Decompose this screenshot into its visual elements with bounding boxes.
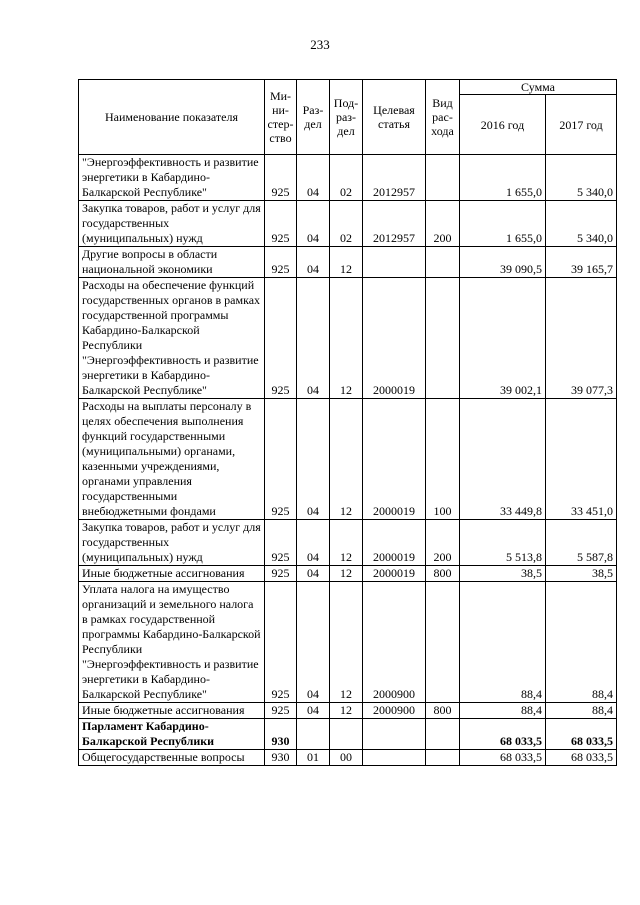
page-number: 233: [310, 37, 330, 52]
table-row: [79, 399, 617, 520]
cell-expense-type: 800: [426, 566, 460, 582]
cell-expense-type: 800: [426, 703, 460, 719]
cell-subsection: [330, 719, 363, 750]
cell-sum-2016: 68 033,5: [460, 750, 546, 766]
cell-expense-type: 200: [426, 520, 460, 566]
cell-section: 01: [297, 750, 330, 766]
cell-expense-type: [426, 247, 460, 278]
cell-target: [363, 247, 426, 278]
cell-expense-type: [426, 155, 460, 201]
cell-sum-2016: 39 090,5: [460, 247, 546, 278]
cell-target: 2000900: [363, 582, 426, 703]
cell-section: [297, 719, 330, 750]
budget-table: [78, 79, 617, 766]
cell-ministry: 930: [265, 750, 297, 766]
cell-sum-2016: 33 449,8: [460, 399, 546, 520]
table-row: [79, 703, 617, 719]
cell-sum-2016: 39 002,1: [460, 278, 546, 399]
table-row: [79, 155, 617, 201]
cell-subsection: 02: [330, 201, 363, 247]
cell-ministry: 925: [265, 566, 297, 582]
cell-name: Иные бюджетные ассигнования: [79, 566, 265, 582]
cell-name: Другие вопросы в области национальной экономики: [79, 247, 265, 278]
cell-target: 2012957: [363, 201, 426, 247]
table-body: [79, 155, 617, 766]
cell-section: 04: [297, 399, 330, 520]
cell-subsection: 12: [330, 520, 363, 566]
cell-sum-2017: 33 451,0: [546, 399, 617, 520]
cell-ministry: 925: [265, 201, 297, 247]
table-row: [79, 201, 617, 247]
cell-sum-2016: 68 033,5: [460, 719, 546, 750]
table-row: [79, 566, 617, 582]
cell-sum-2016: 88,4: [460, 582, 546, 703]
cell-name: Парламент Кабардино-Балкарской Республики: [79, 719, 265, 750]
cell-name: Закупка товаров, работ и услуг для государственных (муниципальных) нужд: [79, 520, 265, 566]
cell-sum-2017: 88,4: [546, 582, 617, 703]
cell-sum-2017: 68 033,5: [546, 750, 617, 766]
cell-name: Иные бюджетные ассигнования: [79, 703, 265, 719]
cell-section: 04: [297, 520, 330, 566]
cell-ministry: 930: [265, 719, 297, 750]
header-section: Раз-дел: [297, 80, 330, 155]
cell-target: 2000900: [363, 703, 426, 719]
cell-subsection: 12: [330, 247, 363, 278]
cell-expense-type: [426, 719, 460, 750]
header-ministry: Ми-ни-стер-ство: [265, 80, 297, 155]
table-row: [79, 278, 617, 399]
cell-subsection: 00: [330, 750, 363, 766]
cell-section: 04: [297, 155, 330, 201]
cell-ministry: 925: [265, 582, 297, 703]
cell-target: [363, 750, 426, 766]
cell-subsection: 12: [330, 703, 363, 719]
cell-subsection: 12: [330, 399, 363, 520]
cell-ministry: 925: [265, 247, 297, 278]
cell-sum-2017: 5 587,8: [546, 520, 617, 566]
header-name: Наименование показателя: [79, 80, 265, 155]
table-row: [79, 719, 617, 750]
cell-target: [363, 719, 426, 750]
cell-target: 2000019: [363, 520, 426, 566]
cell-sum-2016: 1 655,0: [460, 201, 546, 247]
table-row: [79, 247, 617, 278]
cell-expense-type: [426, 278, 460, 399]
cell-expense-type: [426, 582, 460, 703]
cell-target: 2012957: [363, 155, 426, 201]
cell-section: 04: [297, 566, 330, 582]
cell-sum-2017: 39 165,7: [546, 247, 617, 278]
table-row: [79, 750, 617, 766]
cell-ministry: 925: [265, 399, 297, 520]
cell-name: Закупка товаров, работ и услуг для государственных (муниципальных) нужд: [79, 201, 265, 247]
cell-subsection: 12: [330, 278, 363, 399]
cell-ministry: 925: [265, 278, 297, 399]
cell-section: 04: [297, 278, 330, 399]
cell-name: Общегосударственные вопросы: [79, 750, 265, 766]
cell-subsection: 02: [330, 155, 363, 201]
cell-sum-2017: 39 077,3: [546, 278, 617, 399]
cell-expense-type: 200: [426, 201, 460, 247]
cell-sum-2016: 1 655,0: [460, 155, 546, 201]
cell-subsection: 12: [330, 566, 363, 582]
cell-section: 04: [297, 247, 330, 278]
cell-name: Расходы на обеспечение функций государственных органов в рамках государственной программы Кабардино-Балкарской Республики "Энергоэффективность и развитие энергетики в Кабардино-Балкарской Республике": [79, 278, 265, 399]
cell-section: 04: [297, 201, 330, 247]
cell-name: "Энергоэффективность и развитие энергетики в Кабардино-Балкарской Республике": [79, 155, 265, 201]
cell-subsection: 12: [330, 582, 363, 703]
cell-ministry: 925: [265, 703, 297, 719]
cell-sum-2017: 88,4: [546, 703, 617, 719]
header-sum: Сумма: [460, 80, 617, 95]
cell-sum-2017: 38,5: [546, 566, 617, 582]
table-row: [79, 582, 617, 703]
cell-ministry: 925: [265, 520, 297, 566]
cell-name: Уплата налога на имущество организаций и земельного налога в рамках государственной программы Кабардино-Балкарской Республики "Энергоэффективность и развитие энергетики в Кабардино-Балкарской Республике": [79, 582, 265, 703]
header-row-1: [79, 80, 617, 95]
header-2016: 2016 год: [460, 95, 546, 155]
header-target: Целевая статья: [363, 80, 426, 155]
cell-sum-2016: 5 513,8: [460, 520, 546, 566]
cell-sum-2016: 38,5: [460, 566, 546, 582]
cell-sum-2016: 88,4: [460, 703, 546, 719]
cell-sum-2017: 5 340,0: [546, 201, 617, 247]
table-row: [79, 520, 617, 566]
cell-ministry: 925: [265, 155, 297, 201]
cell-target: 2000019: [363, 399, 426, 520]
cell-expense-type: 100: [426, 399, 460, 520]
cell-section: 04: [297, 703, 330, 719]
cell-target: 2000019: [363, 566, 426, 582]
cell-expense-type: [426, 750, 460, 766]
cell-sum-2017: 68 033,5: [546, 719, 617, 750]
cell-name: Расходы на выплаты персоналу в целях обеспечения выполнения функций государственными (муниципальными) органами, казенными учреждениями, органами управления государственными внебюджетными фондами: [79, 399, 265, 520]
header-expense-type: Вид рас-хода: [426, 80, 460, 155]
header-2017: 2017 год: [546, 95, 617, 155]
cell-target: 2000019: [363, 278, 426, 399]
header-subsection: Под-раз-дел: [330, 80, 363, 155]
cell-section: 04: [297, 582, 330, 703]
cell-sum-2017: 5 340,0: [546, 155, 617, 201]
